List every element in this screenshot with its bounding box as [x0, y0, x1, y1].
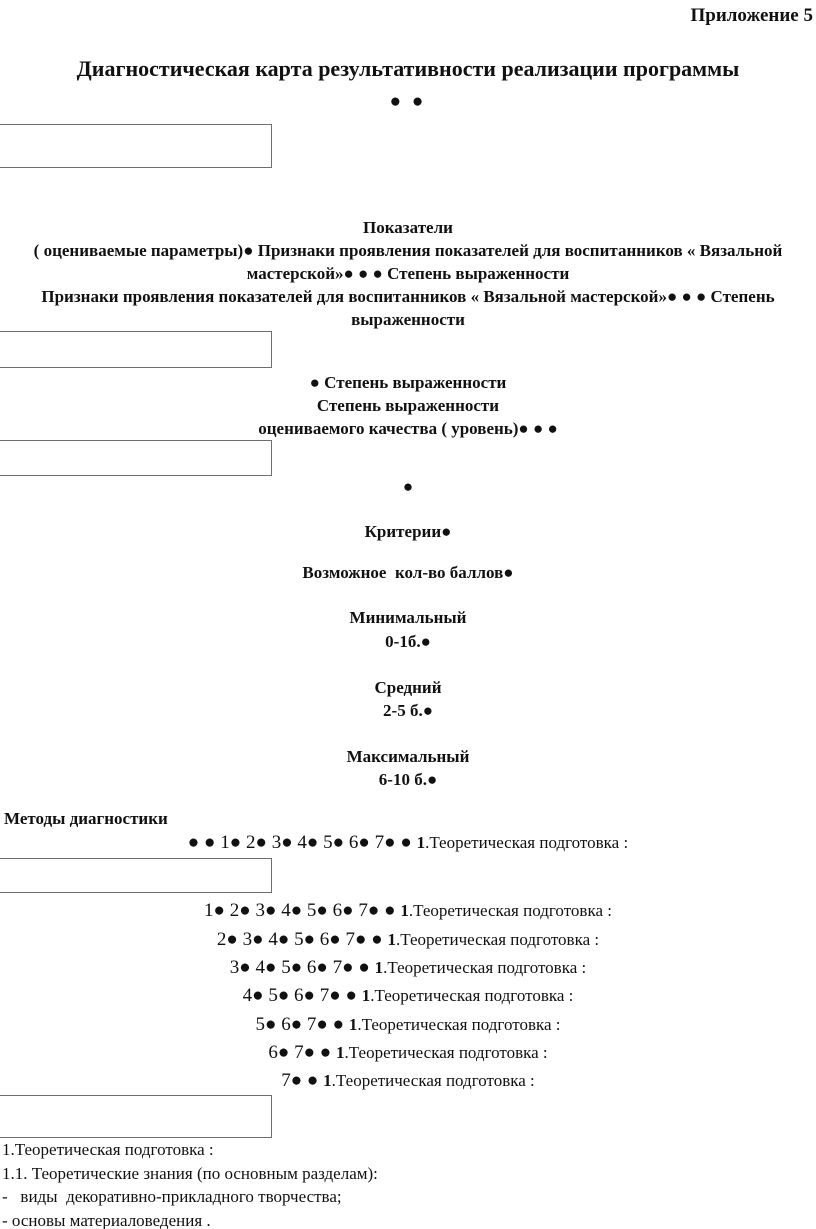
method-line-text: .Теоретическая подготовка : — [395, 930, 600, 949]
level-points-maximal: 6-10 б.● — [378, 770, 438, 789]
empty-box-5 — [0, 1095, 272, 1138]
methods-heading: Методы диагностики — [4, 809, 168, 828]
method-line-number: 1 — [361, 986, 371, 1005]
method-line-number: 1 — [374, 958, 384, 977]
method-line-number: 1 — [416, 833, 426, 852]
title-bullets: ● ● — [389, 91, 427, 112]
method-line-number: 1 — [348, 1015, 358, 1034]
appendix-label: Приложение 5 — [690, 5, 813, 26]
method-line-number: 1 — [387, 930, 396, 949]
indicators-line: ( оцениваемые параметры)● Признаки проявления показателей для воспитанников « Вязальной — [33, 241, 783, 260]
method-line-text: .Теоретическая подготовка : — [331, 1071, 535, 1090]
method-line — [0, 1070, 816, 1092]
indicators-line: Признаки проявления показателей для воспитанников « Вязальной мастерской»● ● ● Степень — [41, 287, 775, 306]
method-line-number: 1 — [336, 1043, 345, 1062]
method-line-prefix: 2● 3● 4● 5● 6● 7● ● — [216, 929, 388, 950]
points-heading: Возможное кол-во баллов● — [302, 563, 514, 582]
method-line-prefix: 1● 2● 3● 4● 5● 6● 7● ● — [204, 900, 401, 921]
method-line-text: .Теоретическая подготовка : — [344, 1043, 548, 1062]
method-line — [0, 900, 816, 922]
method-line — [0, 1042, 816, 1064]
method-line-text: .Теоретическая подготовка : — [383, 958, 587, 977]
method-line-prefix: 4● 5● 6● 7● ● — [242, 985, 362, 1006]
level-name-minimal: Минимальный — [349, 608, 467, 627]
methods-intro-line — [0, 832, 816, 854]
theory-paragraph — [2, 1138, 814, 1229]
level-name-maximal: Максимальный — [346, 747, 470, 766]
method-line-text: .Теоретическая подготовка : — [370, 986, 574, 1005]
indicators-line: выраженности — [351, 310, 465, 329]
method-line — [0, 985, 816, 1007]
method-line-prefix: ● ● 1● 2● 3● 4● 5● 6● 7● ● — [187, 832, 417, 853]
method-line-prefix: 3● 4● 5● 6● 7● ● — [229, 957, 375, 978]
indicators-line: Показатели — [363, 218, 453, 237]
method-line — [0, 1014, 816, 1036]
method-line — [0, 957, 816, 979]
method-line-prefix: 5● 6● 7● ● — [255, 1014, 349, 1035]
level-name-middle: Средний — [374, 678, 442, 697]
severity-paragraph — [0, 371, 816, 440]
empty-box-2 — [0, 331, 272, 368]
method-line-prefix: 6● 7● ● — [268, 1042, 337, 1063]
indicators-paragraph — [0, 216, 816, 331]
level-points-minimal: 0-1б.● — [385, 632, 431, 651]
method-line-text: .Теоретическая подготовка : — [425, 833, 629, 852]
theory-line: - виды декоративно-прикладного творчества; — [2, 1187, 342, 1207]
page-title: Диагностическая карта результативности реализации программы — [76, 56, 740, 81]
method-line-number: 1 — [400, 901, 409, 920]
severity-line: оцениваемого качества ( уровень)● ● ● — [258, 419, 558, 438]
method-line-text: .Теоретическая подготовка : — [408, 901, 612, 920]
method-line-number: 1 — [323, 1071, 332, 1090]
indicators-line: мастерской»● ● ● Степень выраженности — [246, 264, 570, 283]
theory-line: 1.Теоретическая подготовка : — [2, 1140, 214, 1159]
separator-bullet: ● — [402, 477, 414, 496]
empty-box-1 — [0, 124, 272, 168]
criteria-heading: Критерии● — [364, 522, 452, 541]
theory-line: - основы материаловедения . — [2, 1210, 211, 1229]
method-line-text: .Теоретическая подготовка : — [357, 1015, 561, 1034]
method-line — [0, 929, 816, 951]
empty-box-4 — [0, 858, 272, 893]
method-line-prefix: 7● ● — [281, 1070, 324, 1091]
empty-box-3 — [0, 440, 272, 476]
level-points-middle: 2-5 б.● — [383, 701, 433, 720]
severity-line: ● Степень выраженности — [309, 373, 507, 392]
severity-line: Степень выраженности — [316, 396, 500, 415]
theory-line: 1.1. Теоретические знания (по основным разделам): — [2, 1163, 378, 1183]
